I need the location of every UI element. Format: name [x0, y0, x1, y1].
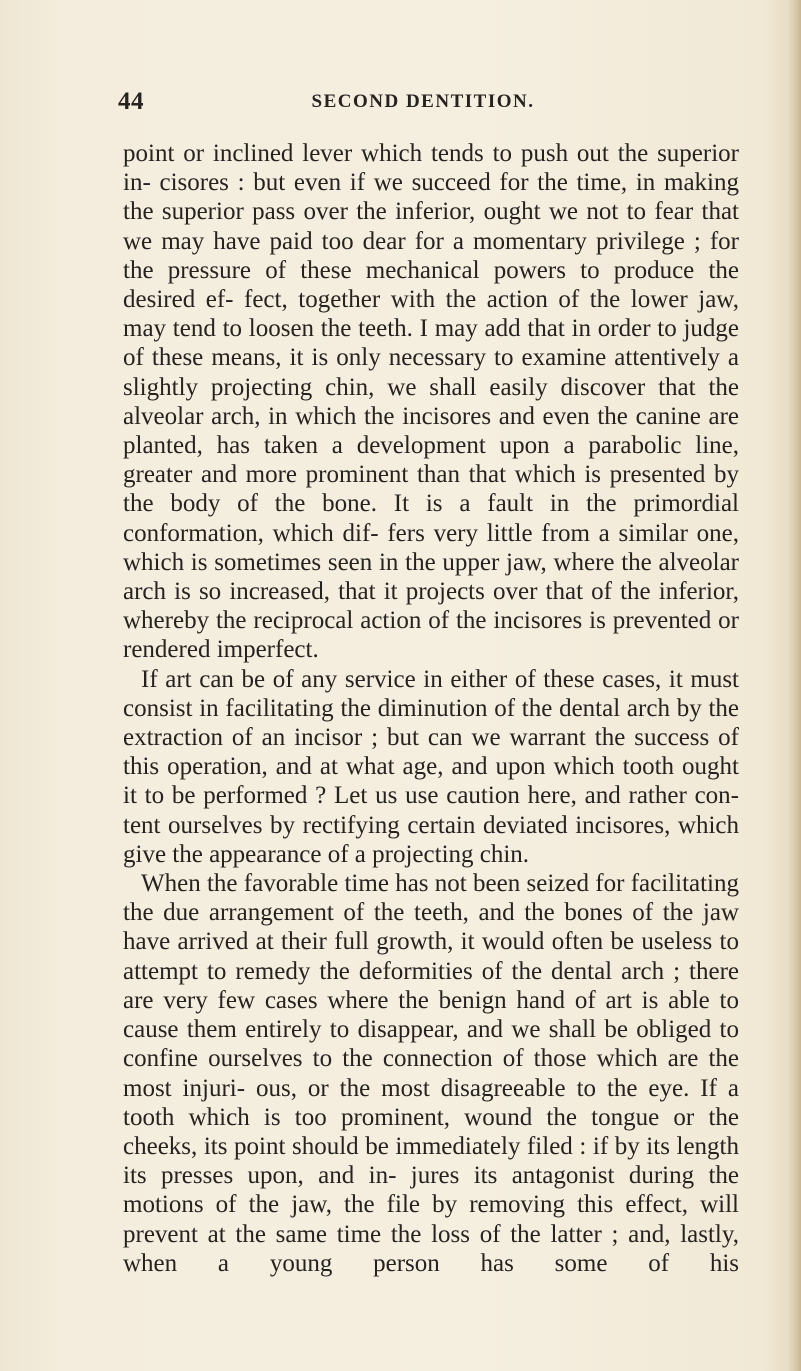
page-number: 44 — [118, 88, 144, 115]
body-text — [123, 139, 739, 1278]
paragraph-1: point or inclined lever which tends to push out the superior in- cisores : but even if we succeed for the time, in making the superior pass over the inferior, ought we not to fear that we may have paid too dear for a momentary privilege ; for the pressure of these mechanical powers to produce the desired ef- fect, together with the action of the lower jaw, may tend to loosen the teeth. I may add that in order to judge of these means, it is only necessary to examine attentively a slightly projecting chin, we shall easily discover that the alveolar arch, in which the incisores and even the canine are planted, has taken a development upon a parabolic line, greater and more prominent than that which is presented by the body of the bone. It is a fault in the primordial conformation, which dif- fers very little from a similar one, which is sometimes seen in the upper jaw, where the alveolar arch is so increased, that it projects over that of the inferior, whereby the reciprocal action of the incisores is prevented or rendered imperfect. — [123, 140, 739, 664]
paragraph-3: When the favorable time has not been seized for facilitating the due arrangement of the teeth, and the bones of the jaw have arrived at their full growth, it would often be useless to attempt to remedy the deformities of the dental arch ; there are very few cases where the benign hand of art is able to cause them entirely to disappear, and we shall be obliged to confine ourselves to the connection of those which are the most injuri- ous, or the most disagreeable to the eye. If a tooth which is too prominent, wound the tongue or the cheeks, its point should be immediately filed : if by its length its presses upon, and in- jures its antagonist during the motions of the jaw, the file by removing this effect, will prevent at the same time the loss of the latter ; and, lastly, when a young person has some of his — [123, 870, 739, 1277]
paragraph-2: If art can be of any service in either of these cases, it must consist in facilitating the diminution of the dental arch by the extraction of an incisor ; but can we warrant the success of this operation, and at what age, and upon which tooth ought it to be performed ? Let us use caution here, and rather con- tent ourselves by rectifying certain deviated incisores, which give the appearance of a projecting chin. — [123, 665, 739, 868]
page-header — [118, 88, 728, 118]
page-edge-shadow — [787, 0, 801, 1371]
running-title: SECOND DENTITION. — [311, 91, 535, 112]
